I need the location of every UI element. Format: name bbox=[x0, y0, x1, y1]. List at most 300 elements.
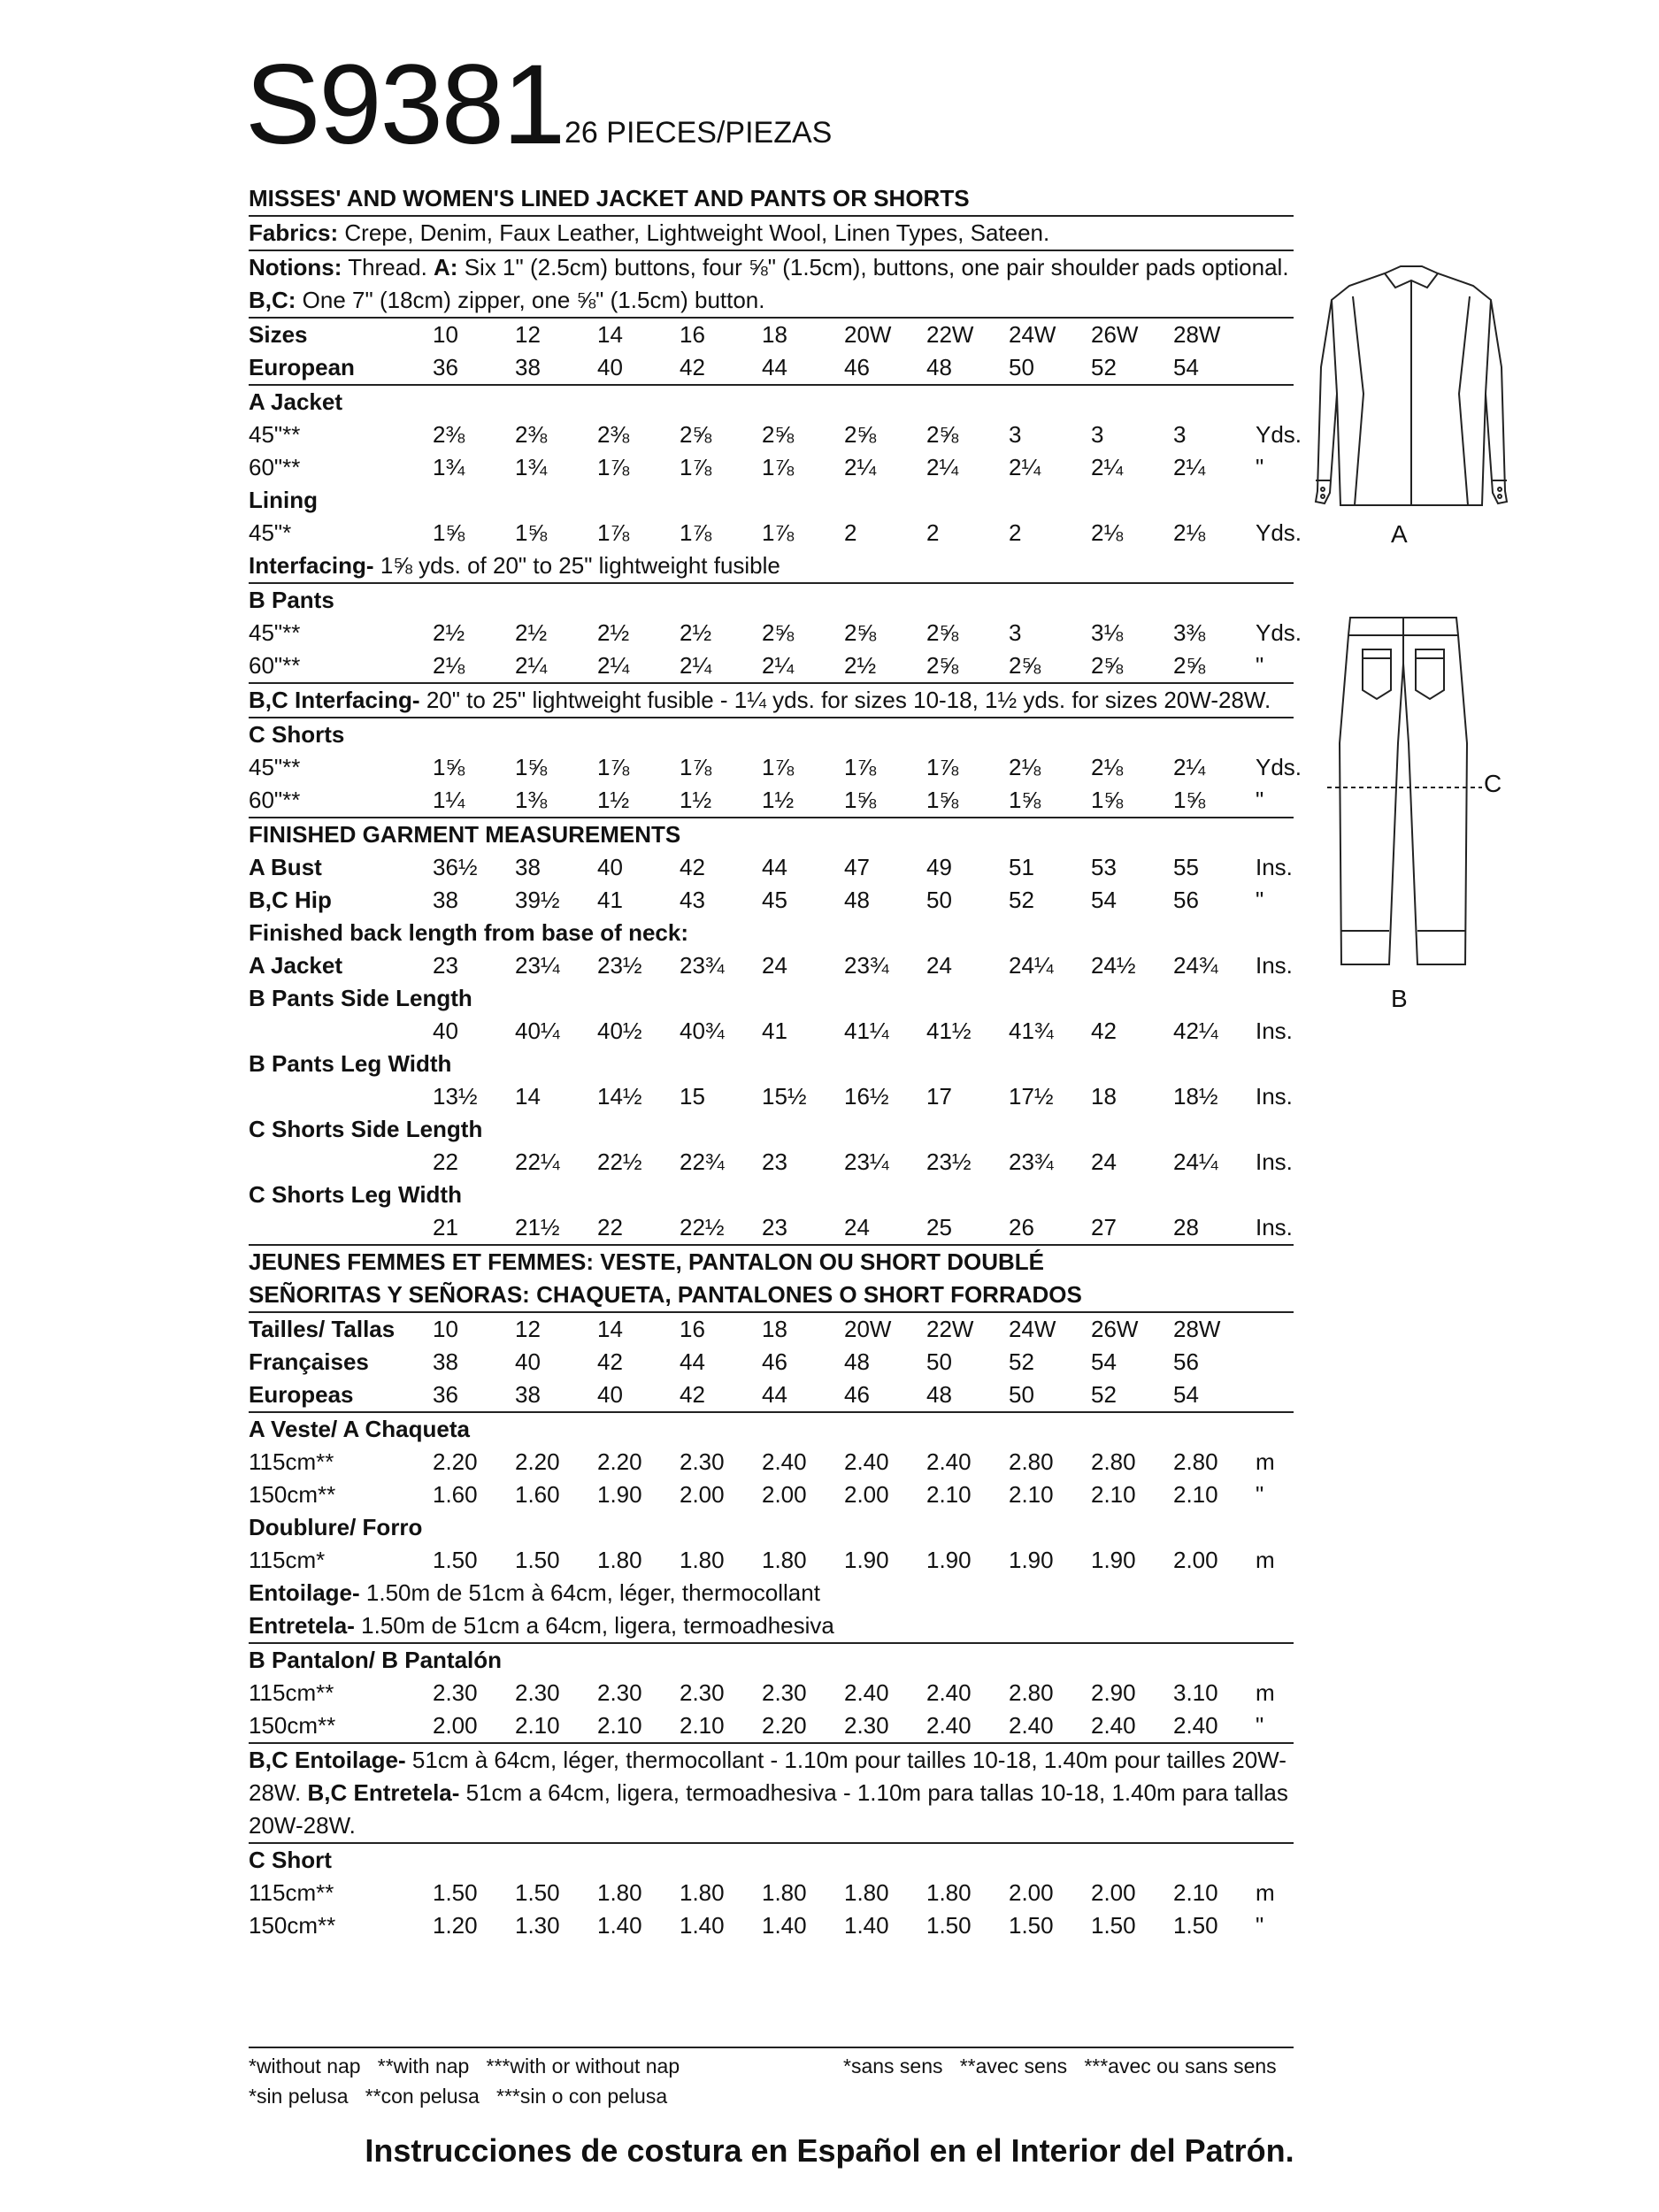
row-label: 45"* bbox=[249, 519, 292, 546]
size-value: 2.00 bbox=[762, 1481, 807, 1508]
size-value: 3 bbox=[1173, 421, 1187, 448]
size-value: 1⅞ bbox=[680, 754, 712, 780]
size-value: 1.50 bbox=[433, 1547, 478, 1573]
size-value: 40½ bbox=[597, 1018, 642, 1044]
size-value: 24W bbox=[1009, 1316, 1056, 1342]
veste-metrage-heading: A Veste/ A Chaqueta bbox=[249, 1416, 470, 1442]
note-label: Entoilage- bbox=[249, 1579, 360, 1606]
pieces-count: 26 PIECES/PIEZAS bbox=[565, 116, 833, 150]
size-value: 2.20 bbox=[433, 1448, 478, 1475]
size-value: 2.40 bbox=[762, 1448, 807, 1475]
size-value: 44 bbox=[762, 1381, 787, 1408]
size-value: 2.90 bbox=[1091, 1679, 1136, 1706]
row-label: 45"** bbox=[249, 619, 301, 646]
size-value: 1.80 bbox=[762, 1879, 807, 1906]
size-value: 2.40 bbox=[926, 1712, 972, 1739]
size-value: 3 bbox=[1091, 421, 1104, 448]
size-value: 1.80 bbox=[762, 1547, 807, 1573]
size-value: 22¾ bbox=[680, 1148, 725, 1175]
size-value: 23 bbox=[433, 952, 458, 979]
size-value: 23¾ bbox=[844, 952, 889, 979]
size-value: 22 bbox=[597, 1214, 623, 1240]
size-value: 2.30 bbox=[515, 1679, 560, 1706]
size-value: 2.10 bbox=[1173, 1879, 1218, 1906]
size-value: 2 bbox=[926, 519, 940, 546]
size-value: 2¼ bbox=[597, 652, 630, 679]
size-value: 2.10 bbox=[515, 1712, 560, 1739]
size-value: 1¾ bbox=[515, 454, 548, 480]
notions-line-1 bbox=[249, 251, 1294, 284]
size-value: 53 bbox=[1091, 854, 1117, 880]
size-value: 1⅝ bbox=[1091, 787, 1124, 813]
bc-interfacing-note bbox=[249, 684, 1294, 717]
size-value: 22¼ bbox=[515, 1148, 560, 1175]
size-value: 18 bbox=[762, 321, 787, 348]
size-value: 24½ bbox=[1091, 952, 1136, 979]
size-value: 2.20 bbox=[762, 1712, 807, 1739]
size-value: 2.10 bbox=[1009, 1481, 1054, 1508]
footnote: ***avec ou sans sens bbox=[1084, 2055, 1277, 2078]
size-value: 1⅝ bbox=[1173, 787, 1206, 813]
pants-illustration bbox=[1327, 611, 1482, 973]
size-value: 1.50 bbox=[1091, 1912, 1136, 1939]
size-value: 48 bbox=[926, 1381, 952, 1408]
size-value: 42 bbox=[680, 854, 705, 880]
shorts-yardage-row bbox=[249, 784, 1294, 817]
size-value: 52 bbox=[1009, 1348, 1034, 1375]
size-value: 1.80 bbox=[844, 1879, 889, 1906]
size-value: 14 bbox=[515, 1083, 541, 1110]
jacket-length-row bbox=[249, 949, 1294, 982]
size-value: 17 bbox=[926, 1083, 952, 1110]
size-value: 42 bbox=[680, 354, 705, 380]
notions-a-text: Six 1" (2.5cm) buttons, four ⅝" (1.5cm), buttons, one pair shoulder pads optional. bbox=[464, 254, 1289, 280]
size-value: 22½ bbox=[597, 1148, 642, 1175]
size-value: 2.80 bbox=[1091, 1448, 1136, 1475]
size-value: 2⅝ bbox=[762, 619, 795, 646]
size-value: 48 bbox=[926, 354, 952, 380]
size-value: 25 bbox=[926, 1214, 952, 1240]
size-value: 16 bbox=[680, 321, 705, 348]
note-text: 1.50m de 51cm à 64cm, léger, thermocollant bbox=[365, 1579, 820, 1606]
size-value: 12 bbox=[515, 321, 541, 348]
unit: Yds. bbox=[1256, 421, 1302, 448]
size-value: 18 bbox=[762, 1316, 787, 1342]
row-label: 45"** bbox=[249, 754, 301, 780]
size-value: 1.90 bbox=[1091, 1547, 1136, 1573]
jacket-illustration bbox=[1296, 261, 1526, 518]
tailles-row bbox=[249, 1313, 1294, 1346]
size-value: 1.80 bbox=[597, 1879, 642, 1906]
size-value: 2.10 bbox=[1173, 1481, 1218, 1508]
europeas-row bbox=[249, 1379, 1294, 1411]
size-value: 1.90 bbox=[597, 1481, 642, 1508]
size-value: 2.40 bbox=[926, 1679, 972, 1706]
unit: Ins. bbox=[1256, 1018, 1293, 1044]
short-metrage-row bbox=[249, 1877, 1294, 1909]
size-value: 2¼ bbox=[762, 652, 795, 679]
size-value: 46 bbox=[844, 1381, 870, 1408]
size-value: 2⅜ bbox=[433, 421, 465, 448]
pantalon-metrage-row bbox=[249, 1709, 1294, 1742]
size-value: 17½ bbox=[1009, 1083, 1054, 1110]
footnote: *sin pelusa bbox=[249, 2085, 349, 2108]
size-value: 1.50 bbox=[1009, 1912, 1054, 1939]
size-value: 38 bbox=[433, 1348, 458, 1375]
size-value: 2 bbox=[1009, 519, 1022, 546]
bc-entoilage-note bbox=[249, 1744, 1294, 1842]
size-value: 50 bbox=[1009, 354, 1034, 380]
size-value: 46 bbox=[762, 1348, 787, 1375]
back-length-heading: Finished back length from base of neck: bbox=[249, 919, 688, 946]
size-value: 1.90 bbox=[1009, 1547, 1054, 1573]
size-value: 16 bbox=[680, 1316, 705, 1342]
unit: " bbox=[1256, 454, 1264, 480]
size-value: 50 bbox=[926, 887, 952, 913]
size-value: 40¾ bbox=[680, 1018, 725, 1044]
size-value: 2½ bbox=[680, 619, 712, 646]
size-value: 2.00 bbox=[1091, 1879, 1136, 1906]
unit: " bbox=[1256, 787, 1264, 813]
note-label: B,C Entoilage- bbox=[249, 1747, 406, 1773]
unit: " bbox=[1256, 887, 1264, 913]
size-value: 54 bbox=[1091, 887, 1117, 913]
pants-side-length-heading: B Pants Side Length bbox=[249, 985, 472, 1011]
size-value: 41¾ bbox=[1009, 1018, 1054, 1044]
size-value: 21 bbox=[433, 1214, 458, 1240]
size-value: 2.80 bbox=[1009, 1448, 1054, 1475]
jacket-yardage-row bbox=[249, 419, 1302, 451]
french-title: JEUNES FEMMES ET FEMMES: VESTE, PANTALON OU SHORT DOUBLÉ bbox=[249, 1248, 1044, 1275]
doublure-metrage-heading: Doublure/ Forro bbox=[249, 1514, 423, 1540]
size-value: 1.40 bbox=[762, 1912, 807, 1939]
veste-metrage-row bbox=[249, 1446, 1294, 1479]
footnote: **avec sens bbox=[959, 2055, 1068, 2078]
size-value: 40 bbox=[433, 1018, 458, 1044]
size-value: 1.50 bbox=[433, 1879, 478, 1906]
figure-label-c: C bbox=[1484, 770, 1502, 797]
size-value: 1⅞ bbox=[844, 754, 877, 780]
size-value: 2.10 bbox=[1091, 1481, 1136, 1508]
size-value: 2.40 bbox=[1173, 1712, 1218, 1739]
size-value: 39½ bbox=[515, 887, 560, 913]
size-value: 40¼ bbox=[515, 1018, 560, 1044]
pants-leg-width-heading: B Pants Leg Width bbox=[249, 1050, 452, 1077]
size-value: 1.80 bbox=[926, 1879, 972, 1906]
size-value: 1⅝ bbox=[515, 754, 548, 780]
figure-label-a: A bbox=[1391, 520, 1408, 548]
row-label: 60"** bbox=[249, 454, 301, 480]
size-value: 14 bbox=[597, 321, 623, 348]
size-value: 2¼ bbox=[515, 652, 548, 679]
row-label: 150cm** bbox=[249, 1481, 336, 1508]
size-value: 1⅞ bbox=[680, 519, 712, 546]
size-value: 1.90 bbox=[844, 1547, 889, 1573]
note-text: 51cm a 64cm, ligera, termoadhesiva - 1.10m para tallas 10-18, 1.40m para tallas 20W-28W. bbox=[249, 1779, 1288, 1839]
size-value: 38 bbox=[433, 887, 458, 913]
size-value: 1.90 bbox=[926, 1547, 972, 1573]
unit: m bbox=[1256, 1879, 1275, 1906]
size-value: 44 bbox=[762, 854, 787, 880]
shorts-leg-width-heading: C Shorts Leg Width bbox=[249, 1181, 462, 1208]
size-value: 2.40 bbox=[926, 1448, 972, 1475]
notions-view-a: A: bbox=[434, 254, 458, 280]
jacket-yardage-heading: A Jacket bbox=[249, 388, 342, 415]
size-value: 2.00 bbox=[1009, 1879, 1054, 1906]
size-value: 23¼ bbox=[515, 952, 560, 979]
size-value: 1.80 bbox=[680, 1547, 725, 1573]
size-value: 21½ bbox=[515, 1214, 560, 1240]
size-value: 1⅞ bbox=[597, 454, 630, 480]
size-value: 42¼ bbox=[1173, 1018, 1218, 1044]
size-value: 24¼ bbox=[1173, 1148, 1218, 1175]
size-value: 2⅝ bbox=[1009, 652, 1041, 679]
size-value: 1⅝ bbox=[926, 787, 959, 813]
size-value: 43 bbox=[680, 887, 705, 913]
sizes-row bbox=[249, 319, 1294, 351]
unit: " bbox=[1256, 652, 1264, 679]
row-label: 150cm** bbox=[249, 1912, 336, 1939]
shorts-yardage-row bbox=[249, 751, 1302, 784]
size-value: 15 bbox=[680, 1083, 705, 1110]
footnote: ***with or without nap bbox=[486, 2055, 680, 2078]
francaises-row bbox=[249, 1346, 1294, 1379]
size-value: 1¾ bbox=[433, 454, 465, 480]
size-value: 24¼ bbox=[1009, 952, 1054, 979]
size-value: 22W bbox=[926, 1316, 974, 1342]
unit: Ins. bbox=[1256, 1214, 1293, 1240]
size-value: 52 bbox=[1009, 887, 1034, 913]
size-value: 2⅛ bbox=[433, 652, 465, 679]
row-label: A Bust bbox=[249, 854, 322, 880]
unit: Yds. bbox=[1256, 519, 1302, 546]
size-value: 40 bbox=[597, 1381, 623, 1408]
size-value: 1.80 bbox=[680, 1879, 725, 1906]
size-value: 56 bbox=[1173, 1348, 1199, 1375]
fabrics-text: Crepe, Denim, Faux Leather, Lightweight Wool, Linen Types, Sateen. bbox=[344, 219, 1050, 246]
size-value: 28W bbox=[1173, 1316, 1221, 1342]
size-value: 2 bbox=[844, 519, 857, 546]
size-value: 2.80 bbox=[1173, 1448, 1218, 1475]
unit: " bbox=[1256, 1481, 1264, 1508]
size-value: 2¼ bbox=[844, 454, 877, 480]
size-value: 42 bbox=[1091, 1018, 1117, 1044]
finished-measurements-heading: FINISHED GARMENT MEASUREMENTS bbox=[249, 821, 681, 848]
size-value: 49 bbox=[926, 854, 952, 880]
size-value: 2.40 bbox=[1009, 1712, 1054, 1739]
notions-line-2 bbox=[249, 284, 1294, 317]
row-label: Françaises bbox=[249, 1348, 369, 1375]
row-label: 150cm** bbox=[249, 1712, 336, 1739]
notions-label: Notions: bbox=[249, 254, 342, 280]
size-value: 2⅝ bbox=[1173, 652, 1206, 679]
spanish-title: SEÑORITAS Y SEÑORAS: CHAQUETA, PANTALONES O SHORT FORRADOS bbox=[249, 1281, 1082, 1308]
size-value: 1⅞ bbox=[680, 454, 712, 480]
pattern-number: S9381 bbox=[245, 42, 565, 168]
size-value: 2½ bbox=[515, 619, 548, 646]
pants-yardage-row bbox=[249, 649, 1294, 682]
size-value: 10 bbox=[433, 1316, 458, 1342]
pantalon-metrage-row bbox=[249, 1677, 1294, 1709]
notions-bc-text: One 7" (18cm) zipper, one ⅝" (1.5cm) button. bbox=[302, 287, 765, 313]
shorts-yardage-heading: C Shorts bbox=[249, 721, 345, 748]
size-value: 1⅝ bbox=[433, 754, 465, 780]
size-value: 42 bbox=[680, 1381, 705, 1408]
size-value: 50 bbox=[926, 1348, 952, 1375]
size-value: 22W bbox=[926, 321, 974, 348]
unit: m bbox=[1256, 1448, 1275, 1475]
size-value: 1.40 bbox=[844, 1912, 889, 1939]
size-value: 18 bbox=[1091, 1083, 1117, 1110]
size-value: 50 bbox=[1009, 1381, 1034, 1408]
size-value: 28W bbox=[1173, 321, 1221, 348]
shorts-leg-width-row bbox=[249, 1211, 1294, 1244]
size-value: 2½ bbox=[433, 619, 465, 646]
size-value: 2⅛ bbox=[1091, 519, 1124, 546]
size-value: 12 bbox=[515, 1316, 541, 1342]
size-value: 1½ bbox=[762, 787, 795, 813]
size-value: 27 bbox=[1091, 1214, 1117, 1240]
size-value: 2.10 bbox=[680, 1712, 725, 1739]
size-value: 20W bbox=[844, 1316, 892, 1342]
size-value: 2⅝ bbox=[926, 619, 959, 646]
shorts-side-length-heading: C Shorts Side Length bbox=[249, 1116, 483, 1142]
short-metrage-row bbox=[249, 1909, 1294, 1942]
doublure-metrage-row bbox=[249, 1544, 1294, 1577]
note-label: B,C Entretela- bbox=[307, 1779, 460, 1806]
size-value: 1⅞ bbox=[762, 519, 795, 546]
size-value: 2⅛ bbox=[1009, 754, 1041, 780]
size-value: 20W bbox=[844, 321, 892, 348]
unit: m bbox=[1256, 1547, 1275, 1573]
row-label: European bbox=[249, 354, 355, 380]
footnote: **with nap bbox=[377, 2055, 470, 2078]
size-value: 23 bbox=[762, 1214, 787, 1240]
footnote: ***sin o con pelusa bbox=[496, 2085, 668, 2108]
pattern-title: MISSES' AND WOMEN'S LINED JACKET AND PANTS OR SHORTS bbox=[249, 185, 970, 211]
size-value: 1½ bbox=[597, 787, 630, 813]
unit: Yds. bbox=[1256, 754, 1302, 780]
size-value: 1⅝ bbox=[515, 519, 548, 546]
note-text: 20" to 25" lightweight fusible - 1¼ yds. for sizes 10-18, 1½ yds. for sizes 20W-28W. bbox=[426, 687, 1271, 713]
size-value: 1⅜ bbox=[515, 787, 548, 813]
size-value: 24 bbox=[1091, 1148, 1117, 1175]
size-value: 2¼ bbox=[1173, 754, 1206, 780]
size-value: 14 bbox=[597, 1316, 623, 1342]
row-label: A Jacket bbox=[249, 952, 342, 979]
size-value: 3 bbox=[1009, 421, 1022, 448]
size-value: 2.10 bbox=[926, 1481, 972, 1508]
size-value: 48 bbox=[844, 887, 870, 913]
unit: " bbox=[1256, 1712, 1264, 1739]
note-label: Entretela- bbox=[249, 1612, 355, 1639]
pants-yardage-row bbox=[249, 617, 1302, 649]
size-value: 2.40 bbox=[1091, 1712, 1136, 1739]
size-value: 48 bbox=[844, 1348, 870, 1375]
size-value: 2⅝ bbox=[926, 652, 959, 679]
row-label: 115cm** bbox=[249, 1879, 334, 1906]
footnote: *sans sens bbox=[843, 2055, 943, 2078]
size-value: 2.00 bbox=[1173, 1547, 1218, 1573]
unit: " bbox=[1256, 1912, 1264, 1939]
notions-view-bc: B,C: bbox=[249, 287, 296, 313]
row-label: 60"** bbox=[249, 652, 301, 679]
size-value: 2.00 bbox=[433, 1712, 478, 1739]
size-value: 23 bbox=[762, 1148, 787, 1175]
short-metrage-heading: C Short bbox=[249, 1847, 332, 1873]
unit: Yds. bbox=[1256, 619, 1302, 646]
pants-leg-width-row bbox=[249, 1080, 1294, 1113]
size-value: 2½ bbox=[844, 652, 877, 679]
size-value: 2¼ bbox=[1173, 454, 1206, 480]
size-value: 41½ bbox=[926, 1018, 972, 1044]
size-value: 23¾ bbox=[1009, 1148, 1054, 1175]
jacket-yardage-row bbox=[249, 451, 1294, 484]
size-value: 41 bbox=[597, 887, 623, 913]
unit: Ins. bbox=[1256, 1083, 1293, 1110]
size-value: 2.30 bbox=[680, 1448, 725, 1475]
size-value: 2¼ bbox=[1091, 454, 1124, 480]
size-value: 1⅞ bbox=[926, 754, 959, 780]
size-value: 36 bbox=[433, 354, 458, 380]
size-value: 1⅝ bbox=[433, 519, 465, 546]
hip-row bbox=[249, 884, 1294, 917]
size-value: 36 bbox=[433, 1381, 458, 1408]
size-value: 2⅝ bbox=[1091, 652, 1124, 679]
lining-yardage-heading: Lining bbox=[249, 487, 318, 513]
unit: m bbox=[1256, 1679, 1275, 1706]
interfacing-note bbox=[249, 549, 1294, 582]
footnote: **con pelusa bbox=[365, 2085, 480, 2108]
size-value: 1.40 bbox=[597, 1912, 642, 1939]
size-value: 2⅜ bbox=[597, 421, 630, 448]
size-value: 56 bbox=[1173, 887, 1199, 913]
notions-thread: Thread. bbox=[348, 254, 427, 280]
size-value: 2.00 bbox=[844, 1481, 889, 1508]
size-value: 52 bbox=[1091, 354, 1117, 380]
size-value: 1.50 bbox=[515, 1547, 560, 1573]
size-value: 44 bbox=[762, 354, 787, 380]
size-value: 54 bbox=[1173, 1381, 1199, 1408]
size-value: 2.40 bbox=[844, 1448, 889, 1475]
row-label: Europeas bbox=[249, 1381, 354, 1408]
size-value: 2.40 bbox=[844, 1679, 889, 1706]
veste-metrage-row bbox=[249, 1479, 1294, 1511]
size-value: 1½ bbox=[680, 787, 712, 813]
fabrics-line bbox=[249, 217, 1294, 250]
size-value: 36½ bbox=[433, 854, 478, 880]
size-value: 40 bbox=[597, 854, 623, 880]
footnotes-fr bbox=[843, 2051, 1277, 2081]
note-text: 1⅝ yds. of 20" to 25" lightweight fusible bbox=[380, 552, 780, 579]
lining-yardage-row bbox=[249, 517, 1302, 549]
size-value: 42 bbox=[597, 1348, 623, 1375]
entoilage-note bbox=[249, 1577, 1294, 1609]
note-label: B,C Interfacing- bbox=[249, 687, 420, 713]
row-label: 115cm* bbox=[249, 1547, 326, 1573]
size-value: 1⅝ bbox=[1009, 787, 1041, 813]
size-value: 2.30 bbox=[433, 1679, 478, 1706]
size-value: 46 bbox=[844, 354, 870, 380]
size-value: 23½ bbox=[597, 952, 642, 979]
size-value: 38 bbox=[515, 354, 541, 380]
unit: Ins. bbox=[1256, 1148, 1293, 1175]
footnote: *without nap bbox=[249, 2055, 361, 2078]
size-value: 2.00 bbox=[680, 1481, 725, 1508]
size-value: 13½ bbox=[433, 1083, 478, 1110]
size-value: 2.10 bbox=[597, 1712, 642, 1739]
size-value: 54 bbox=[1173, 354, 1199, 380]
